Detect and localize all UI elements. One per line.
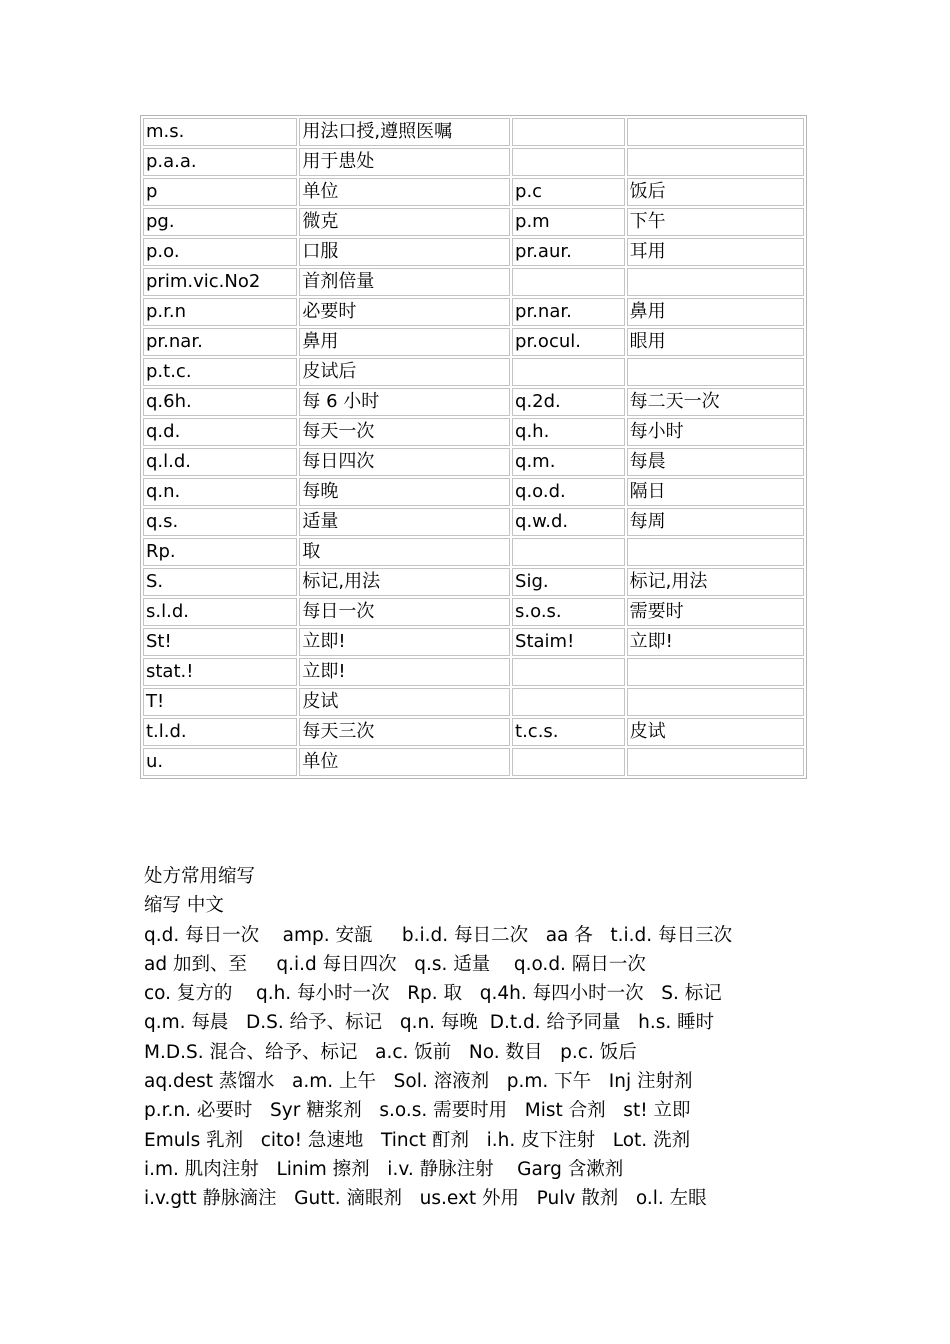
abbr-cell	[512, 688, 625, 716]
abbr-cell: pr.ocul.	[512, 328, 625, 356]
table-row	[143, 328, 804, 356]
notes-line: aq.dest 蒸馏水 a.m. 上午 Sol. 溶液剂 p.m. 下午 Inj 注射剂	[144, 1071, 693, 1093]
meaning-cell: 每天三次	[299, 718, 510, 746]
meaning-cell: 单位	[299, 748, 510, 776]
table-row	[143, 718, 804, 746]
abbr-cell: Rp.	[143, 538, 297, 566]
abbr-cell: s.l.d.	[143, 598, 297, 626]
abbr-cell: t.l.d.	[143, 718, 297, 746]
table-row	[143, 268, 804, 296]
meaning-cell: 立即!	[299, 628, 510, 656]
table-row	[143, 358, 804, 386]
abbr-cell: q.6h.	[143, 388, 297, 416]
table-row	[143, 628, 804, 656]
table-row	[143, 418, 804, 446]
abbr-cell: m.s.	[143, 118, 297, 146]
meaning-cell: 下午	[627, 208, 804, 236]
notes-line: q.d. 每日一次 amp. 安瓿 b.i.d. 每日二次 aa 各 t.i.d. 每日三次	[144, 924, 733, 946]
meaning-cell: 必要时	[299, 298, 510, 326]
abbreviation-table	[140, 115, 807, 779]
meaning-cell: 微克	[299, 208, 510, 236]
abbr-cell	[512, 538, 625, 566]
abbr-cell: q.o.d.	[512, 478, 625, 506]
notes-line: i.v.gtt 静脉滴注 Gutt. 滴眼剂 us.ext 外用 Pulv 散剂 o.l. 左眼	[144, 1188, 707, 1210]
abbr-cell: p.r.n	[143, 298, 297, 326]
notes-line: q.m. 每晨 D.S. 给予、标记 q.n. 每晚 D.t.d. 给予同量 h.s. 睡时	[144, 1012, 715, 1034]
meaning-cell: 取	[299, 538, 510, 566]
abbr-cell: pr.aur.	[512, 238, 625, 266]
table-row	[143, 688, 804, 716]
abbr-cell: q.s.	[143, 508, 297, 536]
meaning-cell: 皮试后	[299, 358, 510, 386]
meaning-cell: 每周	[627, 508, 804, 536]
notes-line: ad 加到、至 q.i.d 每日四次 q.s. 适量 q.o.d. 隔日一次	[144, 953, 646, 975]
abbr-cell	[512, 658, 625, 686]
abbr-cell: p.c	[512, 178, 625, 206]
notes-line: M.D.S. 混合、给予、标记 a.c. 饭前 No. 数目 p.c. 饭后	[144, 1041, 637, 1063]
abbr-cell: pr.nar.	[512, 298, 625, 326]
meaning-cell: 鼻用	[627, 298, 804, 326]
table-row	[143, 478, 804, 506]
meaning-cell: 用法口授,遵照医嘱	[299, 118, 510, 146]
meaning-cell: 每晚	[299, 478, 510, 506]
meaning-cell: 眼用	[627, 328, 804, 356]
meaning-cell: 单位	[299, 178, 510, 206]
table-row	[143, 178, 804, 206]
meaning-cell	[627, 118, 804, 146]
abbr-cell	[512, 748, 625, 776]
table-row	[143, 208, 804, 236]
abbr-cell: q.l.d.	[143, 448, 297, 476]
abbr-cell	[512, 148, 625, 176]
notes-line: i.m. 肌肉注射 Linim 擦剂 i.v. 静脉注射 Garg 含漱剂	[144, 1158, 624, 1180]
table-row	[143, 538, 804, 566]
table-row	[143, 568, 804, 596]
meaning-cell: 每日一次	[299, 598, 510, 626]
abbr-cell: q.d.	[143, 418, 297, 446]
meaning-cell	[627, 148, 804, 176]
meaning-cell: 皮试	[299, 688, 510, 716]
meaning-cell: 每晨	[627, 448, 804, 476]
prescription-notes	[144, 862, 924, 1214]
abbr-cell: q.2d.	[512, 388, 625, 416]
meaning-cell	[627, 538, 804, 566]
abbr-cell: q.m.	[512, 448, 625, 476]
abbr-cell: pr.nar.	[143, 328, 297, 356]
table-row	[143, 148, 804, 176]
table-row	[143, 298, 804, 326]
abbr-cell: s.o.s.	[512, 598, 625, 626]
table-row	[143, 388, 804, 416]
table-row	[143, 118, 804, 146]
notes-lines	[144, 921, 924, 1214]
abbr-cell: St!	[143, 628, 297, 656]
meaning-cell	[627, 688, 804, 716]
table-row	[143, 658, 804, 686]
table-row	[143, 448, 804, 476]
meaning-cell: 饭后	[627, 178, 804, 206]
abbr-cell: pg.	[143, 208, 297, 236]
abbr-cell: Staim!	[512, 628, 625, 656]
table-row	[143, 508, 804, 536]
table-row	[143, 598, 804, 626]
meaning-cell: 首剂倍量	[299, 268, 510, 296]
meaning-cell: 每小时	[627, 418, 804, 446]
meaning-cell: 皮试	[627, 718, 804, 746]
abbr-cell: q.h.	[512, 418, 625, 446]
meaning-cell: 立即!	[299, 658, 510, 686]
abbr-cell	[512, 268, 625, 296]
abbr-cell	[512, 358, 625, 386]
meaning-cell	[627, 358, 804, 386]
abbreviation-table-body	[143, 118, 804, 776]
abbr-cell: p.t.c.	[143, 358, 297, 386]
meaning-cell: 用于患处	[299, 148, 510, 176]
notes-line: p.r.n. 必要时 Syr 糖浆剂 s.o.s. 需要时用 Mist 合剂 st! 立即	[144, 1100, 691, 1122]
meaning-cell: 需要时	[627, 598, 804, 626]
meaning-cell	[627, 268, 804, 296]
abbr-cell: t.c.s.	[512, 718, 625, 746]
meaning-cell: 耳用	[627, 238, 804, 266]
meaning-cell: 标记,用法	[627, 568, 804, 596]
abbr-cell: p.o.	[143, 238, 297, 266]
meaning-cell: 鼻用	[299, 328, 510, 356]
meaning-cell: 每日四次	[299, 448, 510, 476]
abbr-cell: T!	[143, 688, 297, 716]
meaning-cell: 标记,用法	[299, 568, 510, 596]
meaning-cell	[627, 658, 804, 686]
meaning-cell	[627, 748, 804, 776]
meaning-cell: 口服	[299, 238, 510, 266]
abbr-cell: Sig.	[512, 568, 625, 596]
abbr-cell	[512, 118, 625, 146]
notes-subheading: 缩写 中文	[144, 895, 224, 917]
table-row	[143, 238, 804, 266]
table-row	[143, 748, 804, 776]
meaning-cell: 每二天一次	[627, 388, 804, 416]
abbr-cell: stat.!	[143, 658, 297, 686]
abbr-cell: S.	[143, 568, 297, 596]
abbr-cell: p.a.a.	[143, 148, 297, 176]
meaning-cell: 适量	[299, 508, 510, 536]
meaning-cell: 每 6 小时	[299, 388, 510, 416]
abbr-cell: q.n.	[143, 478, 297, 506]
meaning-cell: 每天一次	[299, 418, 510, 446]
notes-line: co. 复方的 q.h. 每小时一次 Rp. 取 q.4h. 每四小时一次 S. 标记	[144, 983, 722, 1005]
abbr-cell: prim.vic.No2	[143, 268, 297, 296]
abbr-cell: p.m	[512, 208, 625, 236]
meaning-cell: 立即!	[627, 628, 804, 656]
abbr-cell: p	[143, 178, 297, 206]
notes-line: Emuls 乳剂 cito! 急速地 Tinct 酊剂 i.h. 皮下注射 Lot. 洗剂	[144, 1129, 691, 1151]
notes-heading: 处方常用缩写	[144, 866, 256, 887]
meaning-cell: 隔日	[627, 478, 804, 506]
abbr-cell: u.	[143, 748, 297, 776]
abbr-cell: q.w.d.	[512, 508, 625, 536]
